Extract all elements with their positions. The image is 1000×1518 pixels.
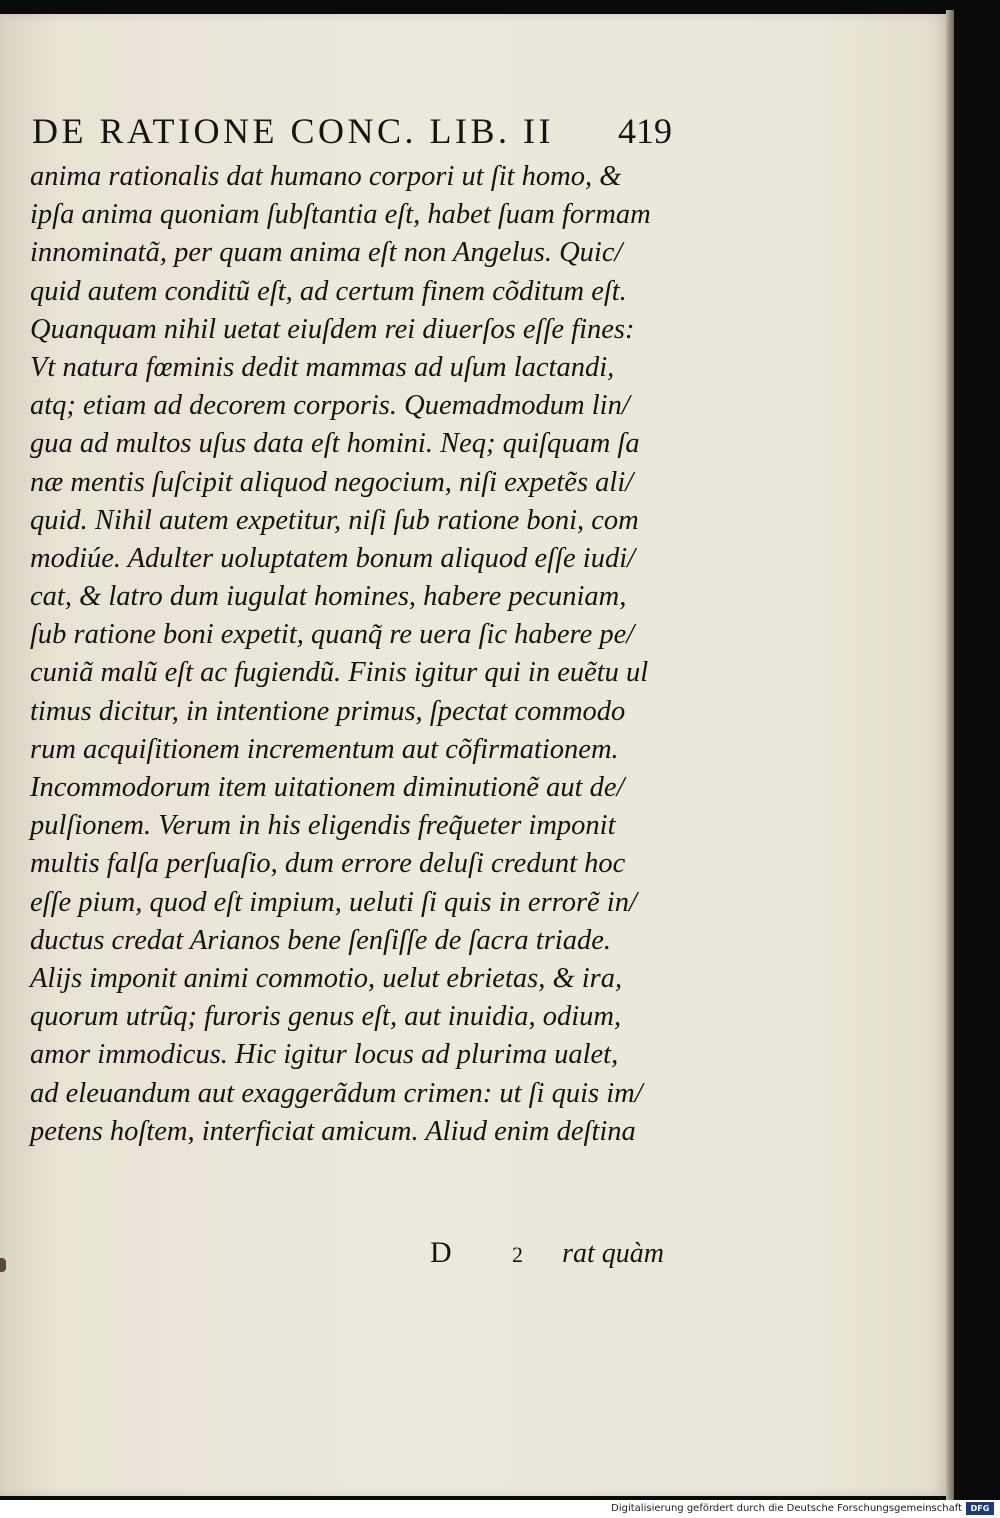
funding-credit: Digitalisierung gefördert durch die Deutsche Forschungsgemeinschaft xyxy=(611,1503,962,1514)
text-line: pulſionem. Verum in his eligendis freq̃ueter imponit xyxy=(30,810,616,842)
dfg-logo: DFG xyxy=(966,1502,994,1515)
text-line: atq; etiam ad decorem corporis. Quemadmodum lin/ xyxy=(30,390,630,422)
text-line: cuniã malũ eſt ac fugiendũ. Finis igitur qui in euẽtu ul xyxy=(30,657,649,689)
page-number: 419 xyxy=(618,111,672,151)
running-head xyxy=(32,108,672,154)
text-line: Vt natura fœminis dedit mammas ad uſum lactandi, xyxy=(30,351,615,383)
text-line: ad eleuandum aut exaggerãdum crimen: ut ſi quis im/ xyxy=(30,1077,643,1109)
text-line: anima rationalis dat humano corpori ut ſit homo, & xyxy=(30,161,622,192)
text-line: Quanquam nihil uetat eiuſdem rei diuerſos eſſe fines: xyxy=(30,313,635,345)
catchword: rat quàm xyxy=(562,1238,664,1269)
text-line: ductus credat Arianos bene ſenſiſſe de ſacra triade. xyxy=(30,924,611,956)
body-text xyxy=(30,158,670,1151)
text-line: gua ad multos uſus data eſt homini. Neq; quiſquam ſa xyxy=(30,428,640,460)
text-line: modiúe. Adulter uoluptatem bonum aliquod eſſe iudi/ xyxy=(30,542,636,574)
text-line: næ mentis ſuſcipit aliquod negocium, niſi expetẽs ali/ xyxy=(30,466,634,498)
binding-mark xyxy=(0,1258,6,1272)
running-head-title: DE RATIONE CONC. LIB. II xyxy=(32,111,554,151)
text-line: ipſa anima quoniam ſubſtantia eſt, habet ſuam formam xyxy=(30,199,651,231)
text-line: rum acquiſitionem incrementum aut cõfirmationem. xyxy=(30,733,619,765)
text-line: quid. Nihil autem expetitur, niſi ſub ratione boni, com xyxy=(30,504,639,536)
text-line: timus dicitur, in intentione primus, ſpectat commodo xyxy=(30,695,626,727)
text-line: innominatã, per quam anima eſt non Angelus. Quic/ xyxy=(30,237,623,269)
text-line: quorum utrũq; furoris genus eſt, aut inuidia, odium, xyxy=(30,1001,622,1033)
text-line: amor immodicus. Hic igitur locus ad plurima ualet, xyxy=(30,1039,619,1071)
text-line: quid autem conditũ eſt, ad certum finem cõditum eſt. xyxy=(30,275,627,307)
text-line: eſſe pium, quod eſt impium, ueluti ſi quis in errorẽ in/ xyxy=(30,886,637,918)
signature-line xyxy=(30,1236,670,1276)
text-line: cat, & latro dum iugulat homines, habere pecuniam, xyxy=(30,581,627,613)
signature-number: 2 xyxy=(512,1242,523,1267)
text-line: petens hoſtem, interficiat amicum. Aliud enim deſtina xyxy=(30,1115,636,1147)
signature-mark: D xyxy=(430,1236,452,1269)
text-line: ſub ratione boni expetit, quanq̃ re uera ſic habere pe/ xyxy=(30,619,635,651)
page-edge xyxy=(946,10,954,1500)
text-line: Incommodorum item uitationem diminutionẽ aut de/ xyxy=(30,772,625,803)
text-line: multis falſa perſuaſio, dum errore deluſi credunt hoc xyxy=(30,848,626,880)
text-line: Aliјs imponit animi commotio, uelut ebrietas, & ira, xyxy=(30,962,623,994)
